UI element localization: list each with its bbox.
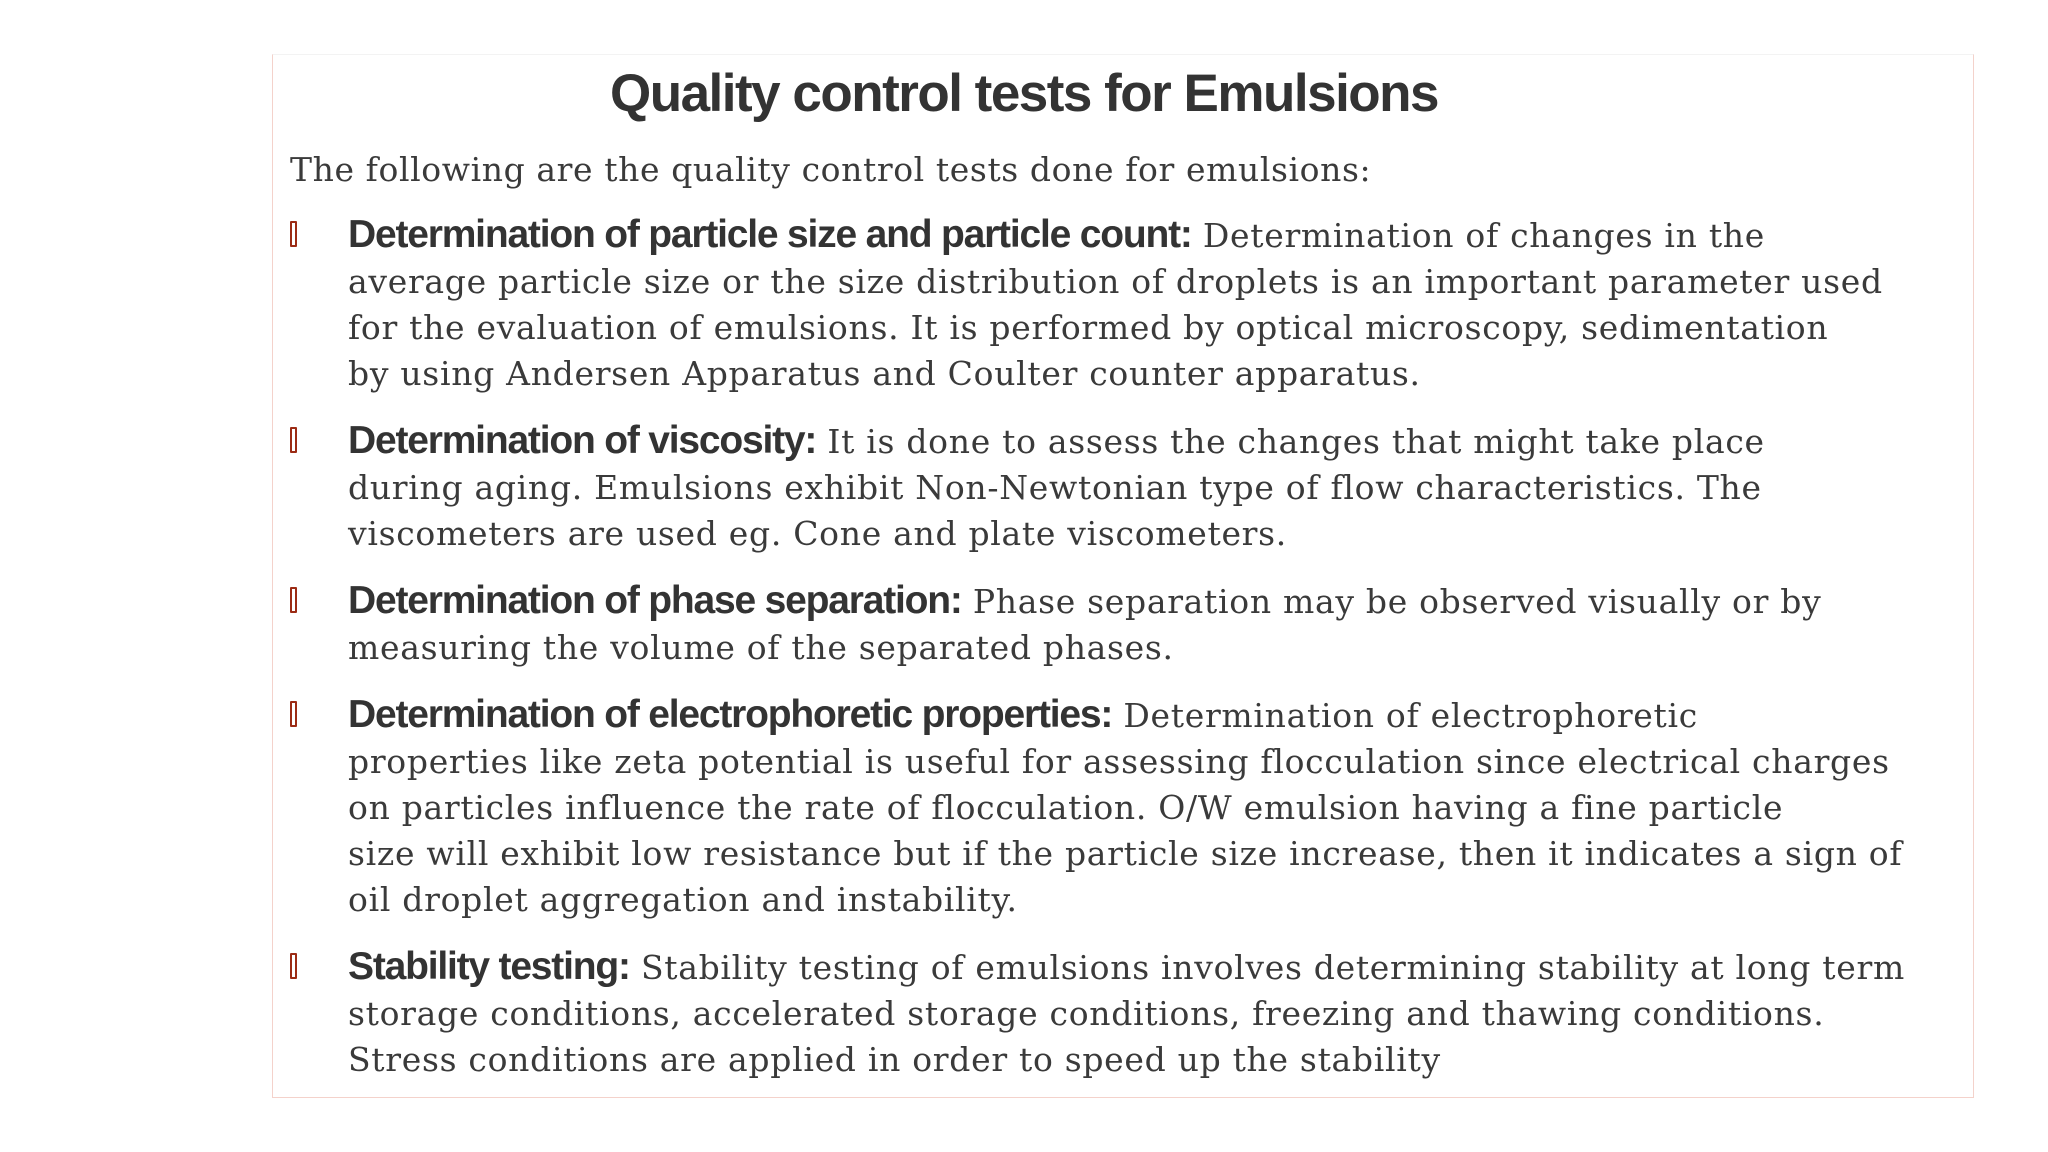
hollow-rectangle-bullet-icon [290, 587, 297, 613]
list-item [290, 212, 1962, 397]
item-term: Stability testing: [348, 945, 630, 988]
intro-text: The following are the quality control tests done for emulsions: [290, 150, 1372, 189]
item-line [348, 212, 1962, 259]
item-text: Phase separation may be observed visually or by [961, 582, 1822, 621]
list-item [290, 578, 1962, 671]
item-line: viscometers are used eg. Cone and plate viscometers. [348, 514, 1287, 553]
test-list [290, 212, 1962, 1104]
item-text: Determination of electrophoretic [1112, 696, 1698, 735]
item-line [348, 578, 1962, 625]
hollow-rectangle-bullet-icon [290, 701, 297, 727]
item-text: Determination of changes in the [1191, 216, 1765, 255]
hollow-rectangle-bullet-icon [290, 221, 297, 247]
item-term: Determination of electrophoretic properties: [348, 693, 1113, 736]
item-line [348, 418, 1962, 465]
hollow-rectangle-bullet-icon [290, 953, 297, 979]
item-line: properties like zeta potential is useful for assessing flocculation since electrical charges [348, 742, 1890, 781]
item-line [348, 944, 1962, 991]
item-line: storage conditions, accelerated storage conditions, freezing and thawing conditions. [348, 994, 1825, 1033]
list-item [290, 944, 1962, 1083]
item-term: Determination of particle size and particle count: [348, 213, 1192, 256]
item-line: oil droplet aggregation and instability. [348, 880, 1018, 919]
item-line: during aging. Emulsions exhibit Non-Newtonian type of flow characteristics. The [348, 468, 1762, 507]
list-item [290, 692, 1962, 923]
item-line: size will exhibit low resistance but if the particle size increase, then it indicates a sign of [348, 834, 1903, 873]
item-line: measuring the volume of the separated phases. [348, 628, 1174, 667]
item-line: average particle size or the size distribution of droplets is an important parameter used [348, 262, 1883, 301]
list-item [290, 418, 1962, 557]
item-term: Determination of phase separation: [348, 579, 962, 622]
item-line: Stress conditions are applied in order to speed up the stability [348, 1040, 1441, 1079]
item-line [348, 692, 1962, 739]
item-line: for the evaluation of emulsions. It is performed by optical microscopy, sedimentation [348, 308, 1829, 347]
item-text: It is done to assess the changes that might take place [816, 422, 1765, 461]
item-term: Determination of viscosity: [348, 419, 817, 462]
page-title: Quality control tests for Emulsions [609, 64, 1439, 123]
item-line: by using Andersen Apparatus and Coulter counter apparatus. [348, 354, 1421, 393]
item-line: on particles influence the rate of flocculation. O/W emulsion having a fine particle [348, 788, 1784, 827]
hollow-rectangle-bullet-icon [290, 427, 297, 453]
item-text: Stability testing of emulsions involves determining stability at long term [629, 948, 1905, 987]
